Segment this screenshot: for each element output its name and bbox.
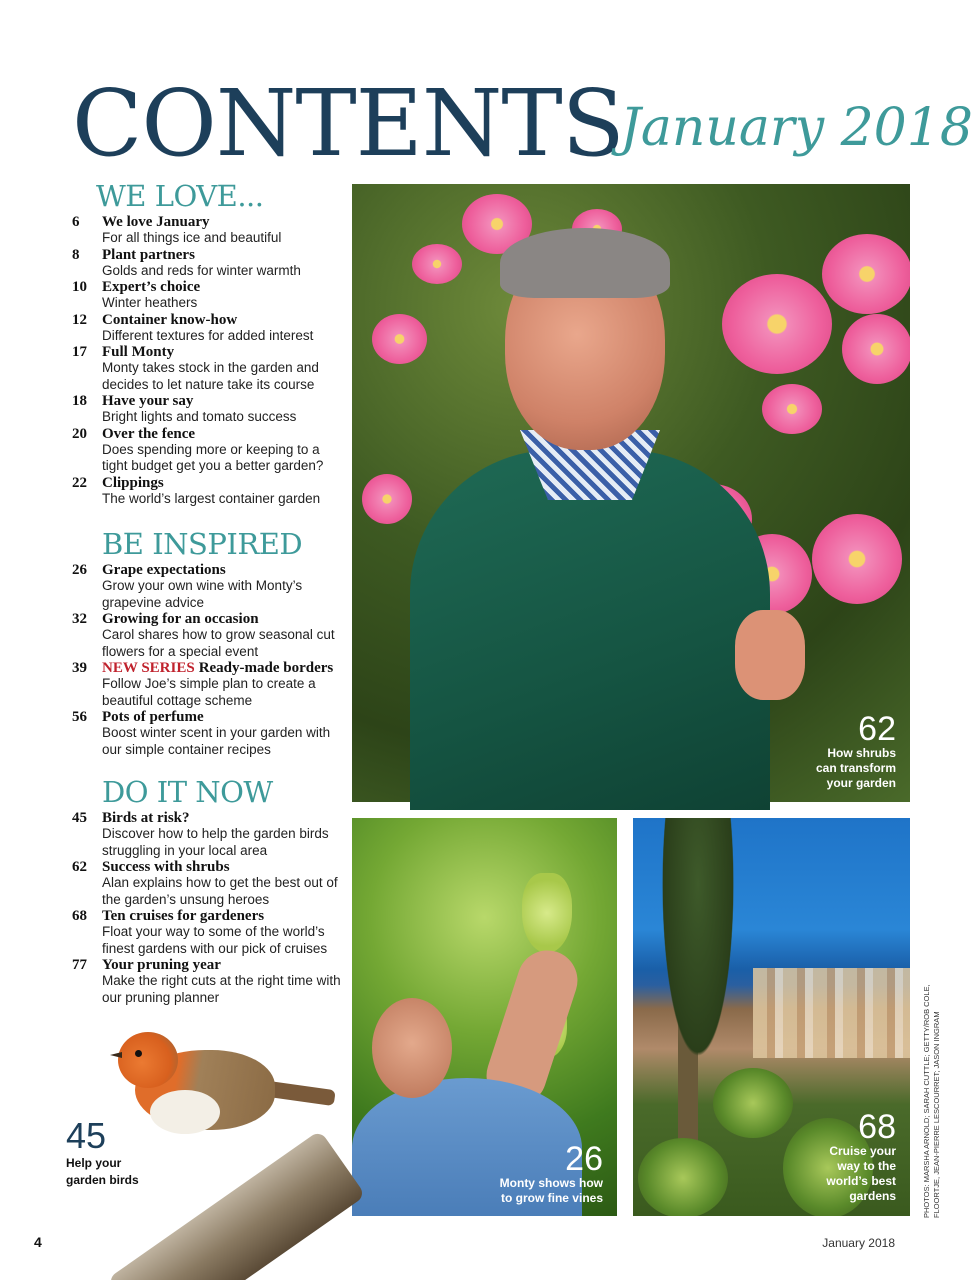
entry-title: Container know-how [102, 311, 238, 328]
caption-line: Monty shows how [499, 1176, 603, 1190]
section-be-inspired [72, 527, 342, 758]
man-hair [500, 228, 670, 298]
caption-line: world’s best [826, 1174, 896, 1188]
entry-desc: The world’s largest container garden [102, 490, 321, 506]
section-heading: DO IT NOW [102, 775, 273, 809]
entry-desc: Different textures for added interest [102, 327, 314, 343]
toc-entry[interactable] [72, 279, 342, 312]
camellia-flower [842, 314, 910, 384]
toc-entry[interactable] [72, 426, 342, 475]
page-number: 17 [72, 344, 87, 360]
page-number: 32 [72, 611, 87, 627]
toc-entry[interactable] [72, 247, 342, 280]
caption-page-number: 68 [858, 1108, 896, 1146]
photo-monaco-garden[interactable] [633, 818, 910, 1216]
entry-desc: Make the right cuts at the right time with our pruning planner [102, 973, 341, 1005]
camellia-flower [812, 514, 902, 604]
entry-title: Clippings [102, 474, 164, 491]
toc-entry[interactable] [72, 660, 342, 709]
page-number: 8 [72, 246, 80, 263]
entry-desc: Golds and reds for winter warmth [102, 262, 301, 278]
page-number: 39 [72, 660, 87, 676]
entry-title: Full Monty [102, 344, 175, 360]
page-number: 26 [72, 562, 87, 578]
entry-desc: Grow your own wine with Monty’s grapevine advice [102, 578, 303, 610]
robin-caption [66, 1115, 139, 1188]
page-number: 10 [72, 279, 87, 295]
caption-line: How shrubs [827, 746, 896, 760]
toc-entry[interactable] [72, 859, 342, 908]
credit-line: FLOORTJE, JEAN-PIERRE LESCOURRET; JASON INGRAM [932, 1011, 941, 1218]
entry-desc: Carol shares how to grow seasonal cut flowers for a special event [102, 627, 335, 659]
toc-entry[interactable] [72, 475, 342, 508]
entry-desc: Boost winter scent in your garden with our simple container recipes [102, 725, 331, 757]
entry-desc: Follow Joe’s simple plan to create a beautiful cottage scheme [102, 676, 316, 708]
perch-log [107, 1130, 366, 1280]
entry-title: Expert’s choice [102, 279, 201, 295]
caption-page-number: 26 [565, 1140, 603, 1178]
entry-desc: Monty takes stock in the garden and decides to let nature take its course [102, 360, 319, 392]
entry-desc: For all things ice and beautiful [102, 230, 282, 245]
robin-belly [150, 1090, 220, 1134]
toc-entry[interactable] [72, 312, 342, 345]
new-series-label: NEW SERIES [102, 660, 195, 676]
page-number-footer: 4 [34, 1234, 42, 1250]
entry-desc: Winter heathers [102, 295, 198, 310]
robin-head [118, 1032, 178, 1088]
page-number: 22 [72, 474, 87, 491]
toc-entry[interactable] [72, 562, 342, 611]
camellia-flower [722, 274, 832, 374]
section-do-it-now [72, 775, 342, 1006]
photo-caption [826, 1110, 896, 1204]
coastal-town [753, 968, 910, 1058]
entry-title: Your pruning year [102, 957, 221, 973]
caption-line: to grow fine vines [500, 1191, 603, 1205]
footer-date: January 2018 [822, 1236, 895, 1250]
page-number: 56 [72, 709, 87, 725]
entry-title: Have your say [102, 393, 194, 409]
caption-line: your garden [826, 776, 896, 790]
section-heading: BE INSPIRED [102, 527, 303, 561]
page-number: 6 [72, 214, 80, 230]
camellia-flower [412, 244, 462, 284]
caption-line: gardens [849, 1189, 896, 1203]
camellia-flower [372, 314, 427, 364]
caption-line: way to the [837, 1159, 896, 1173]
caption-page-number: 45 [66, 1115, 107, 1156]
entry-desc: Discover how to help the garden birds struggling in your local area [102, 826, 329, 858]
caption-line: garden birds [66, 1173, 139, 1187]
page-number: 45 [72, 810, 87, 826]
toc-entry[interactable] [72, 393, 342, 426]
camellia-flower [822, 234, 910, 314]
toc-entry[interactable] [72, 611, 342, 660]
photo-caption [500, 1142, 603, 1206]
section-heading: WE LOVE... [96, 179, 264, 213]
entry-title: Pots of perfume [102, 709, 204, 725]
camellia-flower [762, 384, 822, 434]
entry-desc: Bright lights and tomato success [102, 409, 297, 424]
page-number: 12 [72, 311, 87, 328]
page-number: 18 [72, 393, 87, 409]
photo-caption [816, 712, 896, 791]
page-number: 68 [72, 908, 87, 924]
entry-title [102, 660, 342, 676]
entry-title: We love January [102, 214, 210, 230]
robin-beak [110, 1052, 122, 1058]
grape-bunch [522, 873, 572, 953]
photo-credits [922, 978, 942, 1218]
toc-entry[interactable] [72, 957, 342, 1006]
entry-title: Success with shrubs [102, 859, 230, 875]
entry-desc: Float your way to some of the world’s finest gardens with our pick of cruises [102, 924, 328, 956]
man-hand [735, 610, 805, 700]
caption-line: Help your [66, 1156, 122, 1170]
issue-date: January 2018 [620, 98, 973, 158]
section-we-love [72, 179, 342, 507]
caption-page-number: 62 [858, 710, 896, 748]
page-title: CONTENTS [72, 70, 624, 177]
toc-entry[interactable] [72, 709, 342, 758]
robin-eye [135, 1050, 142, 1057]
entry-title: Over the fence [102, 425, 196, 442]
page-number: 77 [72, 957, 87, 973]
camellia-flower [362, 474, 412, 524]
entry-title-text: Ready-made borders [198, 660, 334, 676]
toc-entry[interactable] [72, 810, 342, 859]
caption-line: can transform [815, 761, 896, 775]
toc-entry[interactable] [72, 908, 342, 957]
entry-desc: Alan explains how to get the best out of the garden’s unsung heroes [102, 875, 338, 907]
page-number: 20 [72, 425, 87, 442]
caption-line: Cruise your [829, 1144, 896, 1158]
photo-grapevine[interactable] [352, 818, 617, 1216]
entry-title: Growing for an occasion [102, 611, 259, 627]
man-sweater [410, 450, 770, 810]
succulent [638, 1138, 728, 1216]
credit-line: PHOTOS: MARSHA ARNOLD; SARAH CUTTLE; GETTY/ROB COLE, [922, 984, 931, 1218]
succulent [713, 1068, 793, 1138]
toc-entry[interactable] [72, 344, 342, 393]
page-number: 62 [72, 859, 87, 875]
entry-title: Ten cruises for gardeners [102, 908, 265, 924]
entry-title: Birds at risk? [102, 810, 190, 826]
toc-entry[interactable] [72, 214, 342, 247]
entry-title: Grape expectations [102, 562, 226, 578]
entry-title: Plant partners [102, 246, 195, 263]
entry-desc: Does spending more or keeping to a tight budget get you a better garden? [102, 441, 324, 473]
